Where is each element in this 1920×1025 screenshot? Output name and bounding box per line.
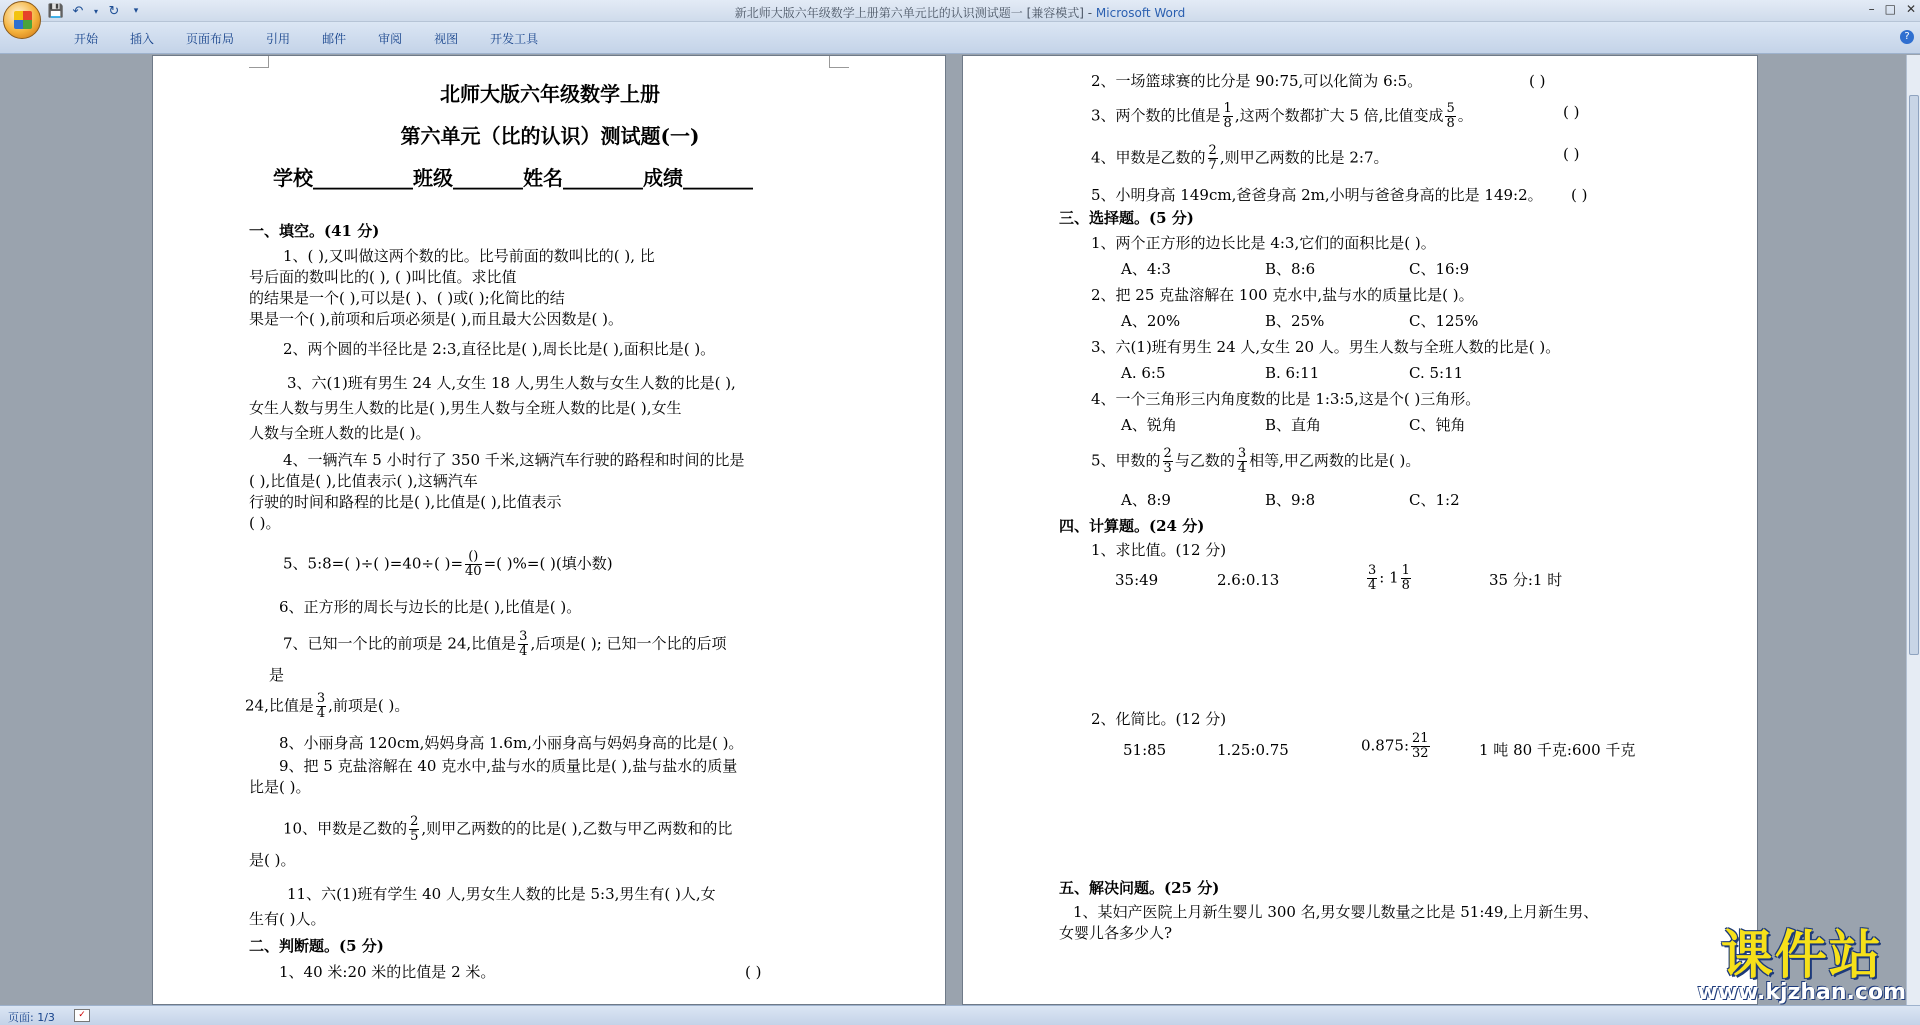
question-4-line-1: 4、一辆汽车 5 小时行了 350 千米,这辆汽车行驶的路程和时间的比是 xyxy=(283,451,745,469)
vertical-scrollbar[interactable] xyxy=(1906,55,1920,1005)
choice-4-option-b: B、直角 xyxy=(1265,416,1322,434)
fraction: $\frac{2}{5}$ xyxy=(410,814,419,844)
section-judge: 二、判断题。(5 分) xyxy=(249,937,384,955)
section-fill-in: 一、填空。(41 分) xyxy=(249,222,380,240)
calc-1-item-2: 2.6:0.13 xyxy=(1217,571,1280,589)
save-icon[interactable]: 💾 xyxy=(47,3,65,19)
watermark-url: www.kjzhan.com xyxy=(1697,980,1906,1005)
choice-5: 5、甲数的 $\frac{2}{3}$ 与乙数的 $\frac{3}{4}$ 相等,甲乙两数的比是( )。 xyxy=(1091,446,1421,476)
question-5 xyxy=(283,550,613,579)
calc-1-item-3: $\frac{3}{4}$ : 1 $\frac{1}{8}$ xyxy=(1368,563,1410,593)
fraction: $\frac{3}{4}$ xyxy=(316,691,326,721)
choice-4-option-c: C、钝角 xyxy=(1409,416,1466,434)
problem-1-line-1: 1、某妇产医院上月新生婴儿 300 名,男女婴儿数量之比是 51:49,上月新生男、 xyxy=(1073,903,1599,921)
question-9-line-2: 比是( )。 xyxy=(249,778,311,796)
undo-icon[interactable]: ↶ xyxy=(72,3,84,19)
fraction: $\frac{2}{3}$ xyxy=(1163,446,1172,476)
document-area xyxy=(0,55,1906,1005)
fraction: $\frac{3}{4}$ xyxy=(519,629,528,659)
choice-1: 1、两个正方形的边长比是 4:3,它们的面积比是( )。 xyxy=(1091,234,1436,252)
minimize-icon[interactable]: – xyxy=(1868,2,1875,16)
question-7-line-1: 7、已知一个比的前项是 24,比值是 $\frac{3}{4}$ ,后项是( ); 已知一个比的后项 xyxy=(283,629,727,659)
window-title xyxy=(0,4,1920,21)
calc-2-item-3: 0.875: $\frac{21}{32}$ xyxy=(1361,731,1429,761)
choice-1-option-b: B、8:6 xyxy=(1265,260,1316,278)
fraction: $\frac{1}{8}$ xyxy=(1401,563,1410,593)
judge-5: 5、小明身高 149cm,爸爸身高 2m,小明与爸爸身高的比是 149:2。 xyxy=(1091,186,1543,204)
question-1-line-4: 果是一个( ),前项和后项必须是( ),而且最大公因数是( )。 xyxy=(249,310,623,328)
calc-1-item-4: 35 分:1 时 xyxy=(1489,571,1563,589)
fraction: $\frac{2}{7}$ xyxy=(1208,143,1217,173)
section-choice: 三、选择题。(5 分) xyxy=(1059,209,1194,227)
section-word-problems: 五、解决问题。(25 分) xyxy=(1059,879,1220,897)
ribbon-tabs xyxy=(0,22,1920,54)
watermark-logo: 课件站 xyxy=(1720,926,1883,986)
question-4-line-2: ( ),比值是( ),比值表示( ),这辆汽车 xyxy=(249,472,478,490)
proofing-icon[interactable]: ✓ xyxy=(74,1009,90,1022)
judge-3-blank: ( ) xyxy=(1563,103,1580,121)
tab-view[interactable]: 视图 xyxy=(434,32,459,46)
redo-icon[interactable]: ↻ xyxy=(108,3,120,19)
app-name: Microsoft Word xyxy=(1095,6,1186,20)
question-4-line-3: 行驶的时间和路程的比是( ),比值是( ),比值表示 xyxy=(249,493,562,511)
fraction: $\frac{3}{4}$ xyxy=(1237,446,1247,476)
fraction: $\frac{()}{40}$ xyxy=(465,549,482,579)
choice-2: 2、把 25 克盐溶解在 100 克水中,盐与水的质量比是( )。 xyxy=(1091,286,1474,304)
calc-1-heading: 1、求比值。(12 分) xyxy=(1091,541,1227,559)
tab-review[interactable]: 审阅 xyxy=(378,32,403,46)
tab-home[interactable]: 开始 xyxy=(74,32,99,46)
calc-1-item-1: 35:49 xyxy=(1115,571,1159,589)
question-5-suffix: =( )%=( )(填小数) xyxy=(483,554,613,573)
choice-1-option-c: C、16:9 xyxy=(1409,260,1470,278)
question-7-line-2: 是 xyxy=(269,666,285,684)
choice-4-option-a: A、锐角 xyxy=(1121,416,1177,434)
choice-5-option-b: B、9:8 xyxy=(1265,491,1316,509)
problem-1-line-2: 女婴儿各多少人? xyxy=(1059,924,1173,942)
choice-4: 4、一个三角形三内角度数的比是 1:3:5,这是个( )三角形。 xyxy=(1091,390,1481,408)
tab-page-layout[interactable]: 页面布局 xyxy=(186,32,235,46)
judge-4-blank: ( ) xyxy=(1563,145,1580,163)
calc-2-item-1: 51:85 xyxy=(1123,741,1167,759)
fraction: $\frac{21}{32}$ xyxy=(1412,731,1429,761)
question-5-prefix: 5、5:8=( )÷( )=40÷( )= xyxy=(283,554,464,573)
watermark xyxy=(1697,928,1906,1005)
customize-icon[interactable]: ▾ xyxy=(133,6,139,16)
choice-3-option-c: C. 5:11 xyxy=(1409,364,1464,382)
close-icon[interactable]: ✕ xyxy=(1905,2,1916,16)
choice-5-option-a: A、8:9 xyxy=(1121,491,1171,509)
judge-2: 2、一场篮球赛的比分是 90:75,可以化简为 6:5。 xyxy=(1091,72,1423,90)
document-title: 新北师大版六年级数学上册第六单元比的认识测试题一 [兼容模式] - xyxy=(734,6,1096,20)
judge-2-blank: ( ) xyxy=(1529,72,1546,90)
judge-3: 3、两个数的比值是 $\frac{1}{8}$ ,这两个数都扩大 5 倍,比值变成 $\frac{5}{8}$ 。 xyxy=(1091,101,1473,131)
question-9-line-1: 9、把 5 克盐溶解在 40 克水中,盐与水的质量比是( ),盐与盐水的质量 xyxy=(279,757,738,775)
margin-corner xyxy=(829,56,849,68)
dropdown-arrow-icon[interactable]: ▾ xyxy=(93,6,98,16)
fraction: $\frac{1}{8}$ xyxy=(1223,101,1232,131)
office-button[interactable] xyxy=(3,1,41,39)
help-icon[interactable]: ? xyxy=(1900,30,1914,44)
page-1[interactable] xyxy=(152,55,946,1005)
calc-2-heading: 2、化简比。(12 分) xyxy=(1091,710,1227,728)
judge-4: 4、甲数是乙数的 $\frac{2}{7}$ ,则甲乙两数的比是 2:7。 xyxy=(1091,143,1389,173)
title-bar xyxy=(0,0,1920,22)
page-2[interactable] xyxy=(962,55,1758,1005)
question-11-line-1: 11、六(1)班有学生 40 人,男女生人数的比是 5:3,男生有( )人,女 xyxy=(287,885,716,903)
maximize-icon[interactable]: □ xyxy=(1884,2,1896,16)
office-logo-icon xyxy=(14,11,32,29)
question-10-line-1: 10、甲数是乙数的 $\frac{2}{5}$ ,则甲乙两数的的比是( ),乙数与甲乙两数和的比 xyxy=(283,814,733,844)
judge-1: 1、40 米:20 米的比值是 2 米。 xyxy=(279,963,496,981)
question-2: 2、两个圆的半径比是 2:3,直径比是( ),周长比是( ),面积比是( )。 xyxy=(283,340,716,358)
tab-mailings[interactable]: 邮件 xyxy=(322,32,347,46)
question-3-line-2: 女生人数与男生人数的比是( ),男生人数与全班人数的比是( ),女生 xyxy=(249,399,682,417)
choice-3: 3、六(1)班有男生 24 人,女生 20 人。男生人数与全班人数的比是( )。 xyxy=(1091,338,1561,356)
tab-references[interactable]: 引用 xyxy=(266,32,291,46)
judge-5-blank: ( ) xyxy=(1571,186,1588,204)
doc-subtitle: 第六单元（比的认识）测试题(一) xyxy=(400,124,700,148)
choice-2-option-c: C、125% xyxy=(1409,312,1479,330)
fraction: $\frac{5}{8}$ xyxy=(1446,101,1455,131)
fraction: $\frac{3}{4}$ xyxy=(1368,563,1377,593)
question-7-line-3: 24,比值是 $\frac{3}{4}$ ,前项是( )。 xyxy=(245,691,410,721)
question-6: 6、正方形的周长与边长的比是( ),比值是( )。 xyxy=(279,598,582,616)
question-1-line-3: 的结果是一个( ),可以是( )、( )或( );化简比的结 xyxy=(249,289,565,307)
margin-corner xyxy=(249,56,269,68)
question-3-line-1: 3、六(1)班有男生 24 人,女生 18 人,男生人数与女生人数的比是( ), xyxy=(287,374,736,392)
window-controls xyxy=(1869,2,1916,16)
question-1-line-1: 1、( ),又叫做这两个数的比。比号前面的数叫比的( ), 比 xyxy=(283,247,655,265)
choice-3-option-b: B. 6:11 xyxy=(1265,364,1320,382)
choice-2-option-a: A、20% xyxy=(1121,312,1181,330)
choice-2-option-b: B、25% xyxy=(1265,312,1325,330)
question-4-line-4: ( )。 xyxy=(249,514,281,532)
choice-5-option-c: C、1:2 xyxy=(1409,491,1460,509)
question-8: 8、小丽身高 120cm,妈妈身高 1.6m,小丽身高与妈妈身高的比是( )。 xyxy=(279,734,744,752)
question-3-line-3: 人数与全班人数的比是( )。 xyxy=(249,424,431,442)
judge-1-blank: ( ) xyxy=(745,963,762,981)
calc-2-item-4: 1 吨 80 千克:600 千克 xyxy=(1479,741,1636,759)
header-fields: 学校__________班级_______姓名________成绩_______ xyxy=(273,166,753,190)
doc-title: 北师大版六年级数学上册 xyxy=(440,82,660,106)
question-10-line-2: 是( )。 xyxy=(249,851,296,869)
question-1-line-2: 号后面的数叫比的( ), ( )叫比值。求比值 xyxy=(249,268,517,286)
question-11-line-2: 生有( )人。 xyxy=(249,910,326,928)
status-bar xyxy=(0,1005,1920,1025)
tab-insert[interactable]: 插入 xyxy=(130,32,155,46)
page-indicator[interactable]: 页面: 1/3 xyxy=(8,1011,55,1024)
choice-3-option-a: A. 6:5 xyxy=(1121,364,1166,382)
scroll-thumb[interactable] xyxy=(1909,95,1919,655)
section-calculation: 四、计算题。(24 分) xyxy=(1059,517,1205,535)
tab-developer[interactable]: 开发工具 xyxy=(490,32,539,46)
calc-2-item-2: 1.25:0.75 xyxy=(1217,741,1289,759)
choice-1-option-a: A、4:3 xyxy=(1121,260,1171,278)
